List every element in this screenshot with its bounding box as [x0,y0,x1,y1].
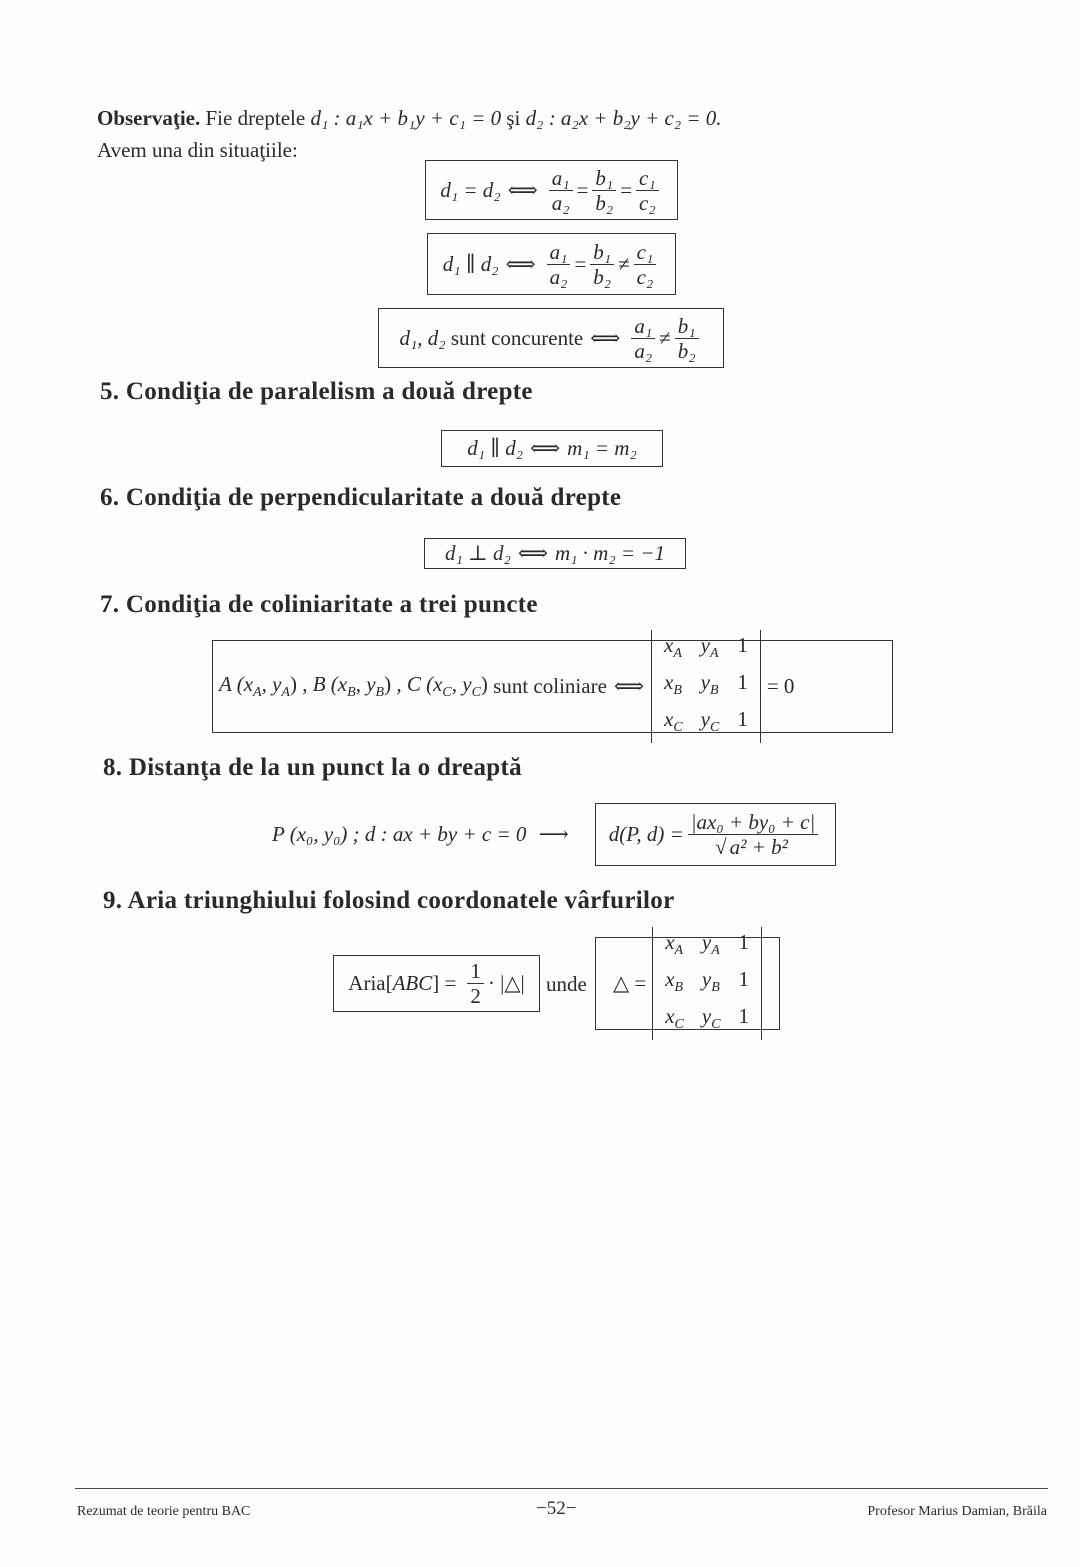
area-equals: ] = [432,971,457,995]
formula-lhs: d(P, d) = [608,822,684,846]
and-word: şi [506,106,521,130]
fraction: $\frac{\text{|ax₀ + by₀ + c|}}{\text{√ a² + b²}}$ [688,810,818,859]
fraction: $\frac{\text{b₁}}{\text{b₂}}$ [675,314,699,363]
footer-divider [75,1488,1048,1489]
situations-intro: Avem una din situaţiile: [97,138,298,162]
section-5-title: 5. Condiţia de paralelism a două drepte [100,378,533,405]
collinear-text: sunt coliniare [493,674,607,698]
observation-text: Fie dreptele [205,106,306,130]
equivalence-arrow: ⟺ [530,436,561,460]
formula-box-parallel [427,233,676,295]
fraction: $\frac{\text{b₁}}{\text{b₂}}$ [592,166,616,215]
triangle-name: ABC [392,971,433,995]
formula-box-delta [595,929,780,1033]
page-number: −52− [536,1498,577,1519]
section-9-title: 9. Aria triunghiului folosind coordonatele vârfurilor [103,887,675,914]
not-equals: ≠ [659,325,671,350]
line-d1-equation: d₁ : a₁x + b₁y + c₁ = 0 [310,106,502,130]
equivalence-arrow: ⟺ [590,325,621,350]
equals: = [576,177,589,202]
fraction: $\frac{\text{a₁}}{\text{a₂}}$ [631,314,655,363]
line-d2-equation: d₂ : a₂x + b₂y + c₂ = 0. [525,106,722,130]
where-word: unde [546,972,587,996]
equivalence-arrow: ⟺ [517,541,548,565]
fraction: $\frac{\text{b₁}}{\text{b₂}}$ [590,240,614,289]
fraction: $\frac{\text{c₁}}{\text{c₂}}$ [634,240,657,289]
formula-box-area [333,955,540,1012]
determinant: $x_A$ $y_A$ 1 $x_B$ $y_B$ 1 $x_C$ $y_C$ 1 [651,630,761,744]
area-label: Aria[ [348,971,393,995]
equivalence-arrow: ⟺ [505,251,536,276]
formula-rhs: m₁ · m₂ = −1 [554,541,665,565]
determinant: $x_A$ $y_A$ 1 $x_B$ $y_B$ 1 $x_C$ $y_C$ 1 [652,927,762,1041]
formula-lhs: d₁, d₂ [399,325,446,350]
equals: = [574,251,587,276]
concurrent-text: sunt concurente [450,325,584,350]
formula-box-parallel-slopes [441,430,663,467]
formula-rhs: m₁ = m₂ [567,436,637,460]
fraction-half: $\frac{1}{2}$ [467,959,484,1008]
fraction: $\frac{\text{a₁}}{\text{a₂}}$ [547,240,571,289]
section-8-title: 8. Distanţa de la un punct la o dreaptă [103,754,522,781]
section-7-title: 7. Condiţia de coliniaritate a trei puncte [100,591,538,618]
formula-lhs: d₁ ∥ d₂ [467,436,524,460]
formula-box-concurrent [378,308,724,368]
section-6-title: 6. Condiţia de perpendicularitate a două drepte [100,484,622,511]
observation-line [97,106,722,131]
formula-box-collinear [212,632,893,736]
formula-lhs: d₁ ∥ d₂ [442,251,499,276]
delta-label: △ = [612,971,647,995]
footer-right: Profesor Marius Damian, Brăila [867,1504,1047,1519]
not-equals: ≠ [618,251,630,276]
formula-box-perpendicular [424,538,686,569]
formula-box-coincident [425,160,678,220]
equals-zero: = 0 [766,674,795,698]
formula-box-distance [595,803,836,866]
observation-label: Observaţie. [97,106,201,130]
equals: = [620,177,633,202]
abs-delta: · |△| [487,971,525,995]
points-list: A ($x_A$, $y_A$) , B ($x_B$, $y_B$) , C ($x_C$, $y_C$) [219,671,488,701]
fraction: $\frac{\text{c₁}}{\text{c₂}}$ [636,166,659,215]
distance-given: P (x₀, y₀) ; d : ax + by + c = 0 ⟶ [272,822,569,846]
formula-lhs: d₁ = d₂ [440,177,501,202]
footer-left: Rezumat de teorie pentru BAC [77,1504,251,1519]
equivalence-arrow: ⟺ [507,177,538,202]
fraction: $\frac{\text{a₁}}{\text{a₂}}$ [549,166,573,215]
formula-lhs: d₁ ⊥ d₂ [445,541,511,565]
equivalence-arrow: ⟺ [613,674,644,698]
